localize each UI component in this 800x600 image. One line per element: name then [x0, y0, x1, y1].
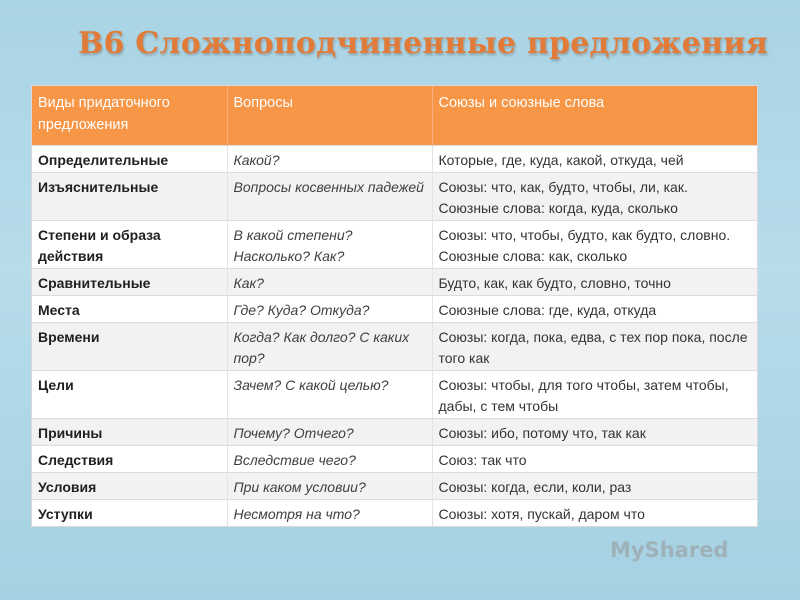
table-row — [32, 268, 757, 295]
clause-type-cell: Причины — [32, 418, 227, 445]
conjunctions-cell: Будто, как, как будто, словно, точно — [432, 268, 757, 295]
conjunctions-cell: Союзы: хотя, пускай, даром что — [432, 499, 757, 526]
question-cell: Когда? Как долго? С каких пор? — [227, 322, 432, 370]
question-cell: Вопросы косвенных падежей — [227, 172, 432, 220]
conjunctions-cell: Союзы: когда, если, коли, раз — [432, 472, 757, 499]
question-cell: Почему? Отчего? — [227, 418, 432, 445]
conjunctions-cell: Союзы: что, чтобы, будто, как будто, словно. Союзные слова: как, сколько — [432, 220, 757, 268]
clause-type-cell: Изъяснительные — [32, 172, 227, 220]
conjunctions-cell: Союзы: когда, пока, едва, с тех пор пока, после того как — [432, 322, 757, 370]
clause-type-cell: Времени — [32, 322, 227, 370]
conjunctions-cell: Союзы: что, как, будто, чтобы, ли, как. Союзные слова: когда, куда, сколько — [432, 172, 757, 220]
table-row — [32, 145, 757, 172]
clause-type-cell: Степени и образа действия — [32, 220, 227, 268]
table-row — [32, 220, 757, 268]
header-questions: Вопросы — [227, 86, 432, 145]
table-row — [32, 418, 757, 445]
table-row — [32, 472, 757, 499]
header-conjunctions: Союзы и союзные слова — [438, 95, 605, 111]
table-row — [32, 499, 757, 526]
slide-title: В6 Сложноподчиненные предложения — [78, 26, 769, 61]
table-header-row — [32, 86, 757, 145]
question-cell: Вследствие чего? — [227, 445, 432, 472]
table-row — [32, 172, 757, 220]
question-cell: В какой степени? Насколько? Как? — [227, 220, 432, 268]
question-cell: Где? Куда? Откуда? — [227, 295, 432, 322]
clause-types-table — [32, 86, 757, 526]
myshared-watermark: MyShared — [610, 538, 729, 562]
question-cell: Зачем? С какой целью? — [227, 370, 432, 418]
conjunctions-cell: Которые, где, куда, какой, откуда, чей — [432, 145, 757, 172]
conjunctions-cell: Союз: так что — [432, 445, 757, 472]
clause-type-cell: Следствия — [32, 445, 227, 472]
question-cell: При каком условии? — [227, 472, 432, 499]
clause-type-cell: Цели — [32, 370, 227, 418]
table-row — [32, 445, 757, 472]
clause-type-cell: Места — [32, 295, 227, 322]
header-clause-type: Виды придаточного предложения — [32, 86, 227, 145]
table-row — [32, 370, 757, 418]
clause-type-cell: Определительные — [32, 145, 227, 172]
question-cell: Несмотря на что? — [227, 499, 432, 526]
clause-type-cell: Уступки — [32, 499, 227, 526]
table-row — [32, 295, 757, 322]
clause-type-cell: Сравнительные — [32, 268, 227, 295]
conjunctions-cell: Союзы: чтобы, для того чтобы, затем чтобы, дабы, с тем чтобы — [432, 370, 757, 418]
table-row — [32, 322, 757, 370]
conjunctions-cell: Союзы: ибо, потому что, так как — [432, 418, 757, 445]
question-cell: Какой? — [227, 145, 432, 172]
question-cell: Как? — [227, 268, 432, 295]
conjunctions-cell: Союзные слова: где, куда, откуда — [432, 295, 757, 322]
clause-type-cell: Условия — [32, 472, 227, 499]
